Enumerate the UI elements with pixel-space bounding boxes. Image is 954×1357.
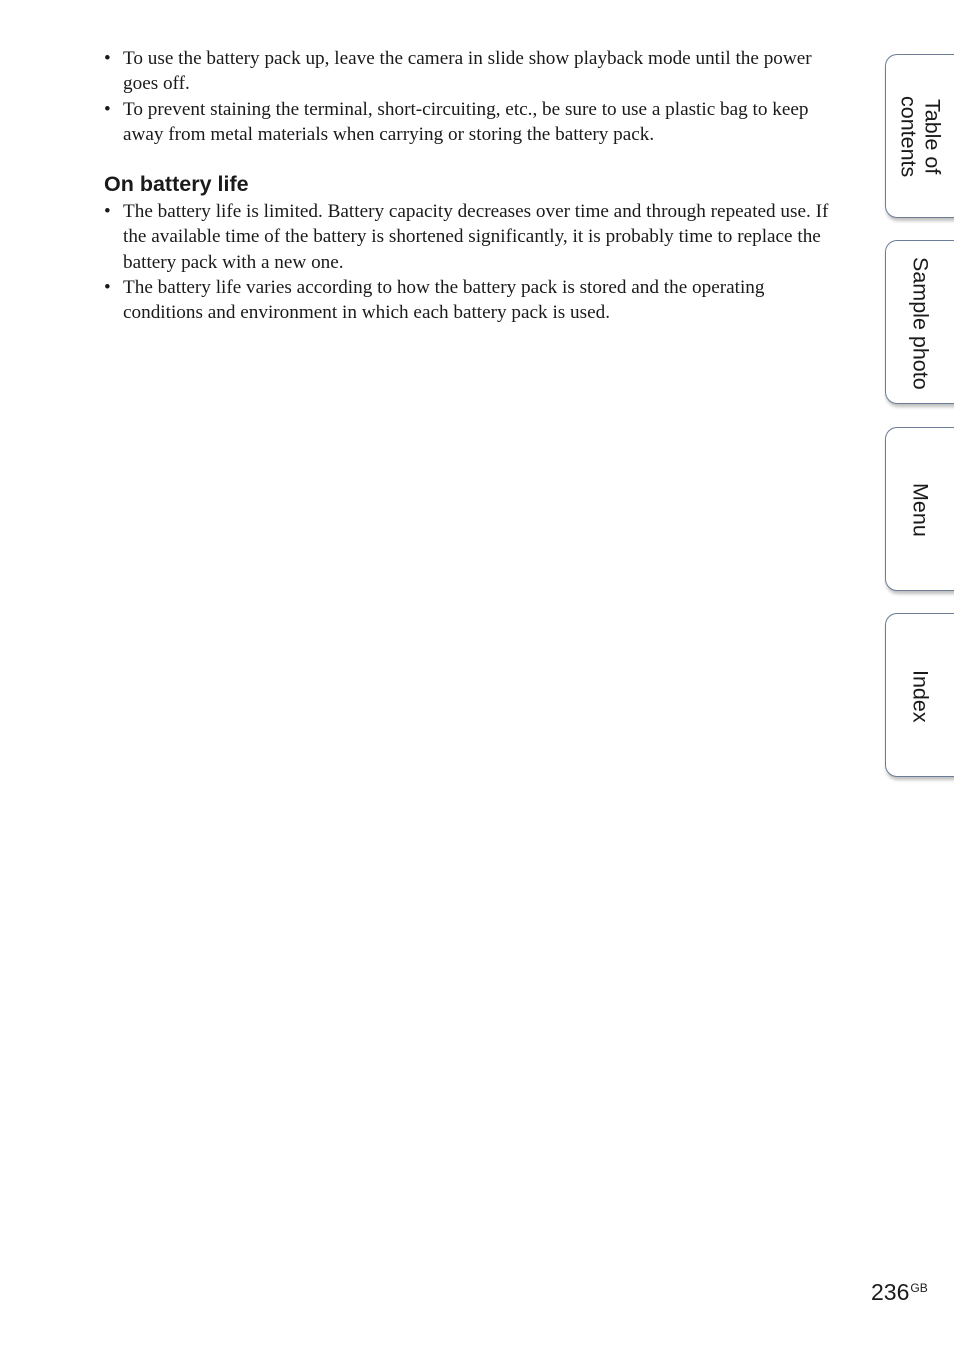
bullet-dot: • (104, 48, 111, 69)
page-number-suffix: GB (910, 1281, 928, 1295)
page-number (871, 1279, 928, 1306)
bullet-text: To use the battery pack up, leave the camera in slide show playback mode until the power goes off. (123, 48, 812, 95)
bullet-text: The battery life varies according to how the battery pack is stored and the operating conditions and environment in which each battery pack is used. (123, 277, 765, 324)
bullet-item (104, 199, 849, 275)
tab-table-of-contents[interactable] (885, 54, 954, 218)
tab-menu[interactable] (885, 427, 954, 591)
tab-label: Table of contents (896, 96, 945, 178)
tab-sample-photo[interactable] (885, 240, 954, 404)
tab-index[interactable] (885, 613, 954, 777)
bullet-item (104, 97, 849, 148)
bullet-text: To prevent staining the terminal, short-circuiting, etc., be sure to use a plastic bag to keep away from metal materials when carrying or storing the battery pack. (123, 98, 809, 145)
bullet-list-top (104, 46, 849, 147)
bullet-dot: • (104, 98, 111, 120)
bullet-dot: • (104, 277, 111, 299)
bullet-dot: • (104, 201, 111, 223)
page-content (104, 46, 849, 326)
tab-label: Index (908, 669, 933, 723)
bullet-item (104, 46, 849, 97)
tab-label: Menu (908, 483, 933, 537)
page-number-value: 236 (871, 1279, 910, 1305)
section-heading: On battery life (104, 172, 249, 197)
bullet-list-battery-life (104, 199, 849, 325)
bullet-text: The battery life is limited. Battery capacity decreases over time and through repeated use. If the available time of the battery is shortened significantly, it is probably time to replace the battery pack with a new one. (123, 201, 829, 273)
bullet-item (104, 275, 849, 326)
tab-label: Sample photo (908, 256, 933, 390)
